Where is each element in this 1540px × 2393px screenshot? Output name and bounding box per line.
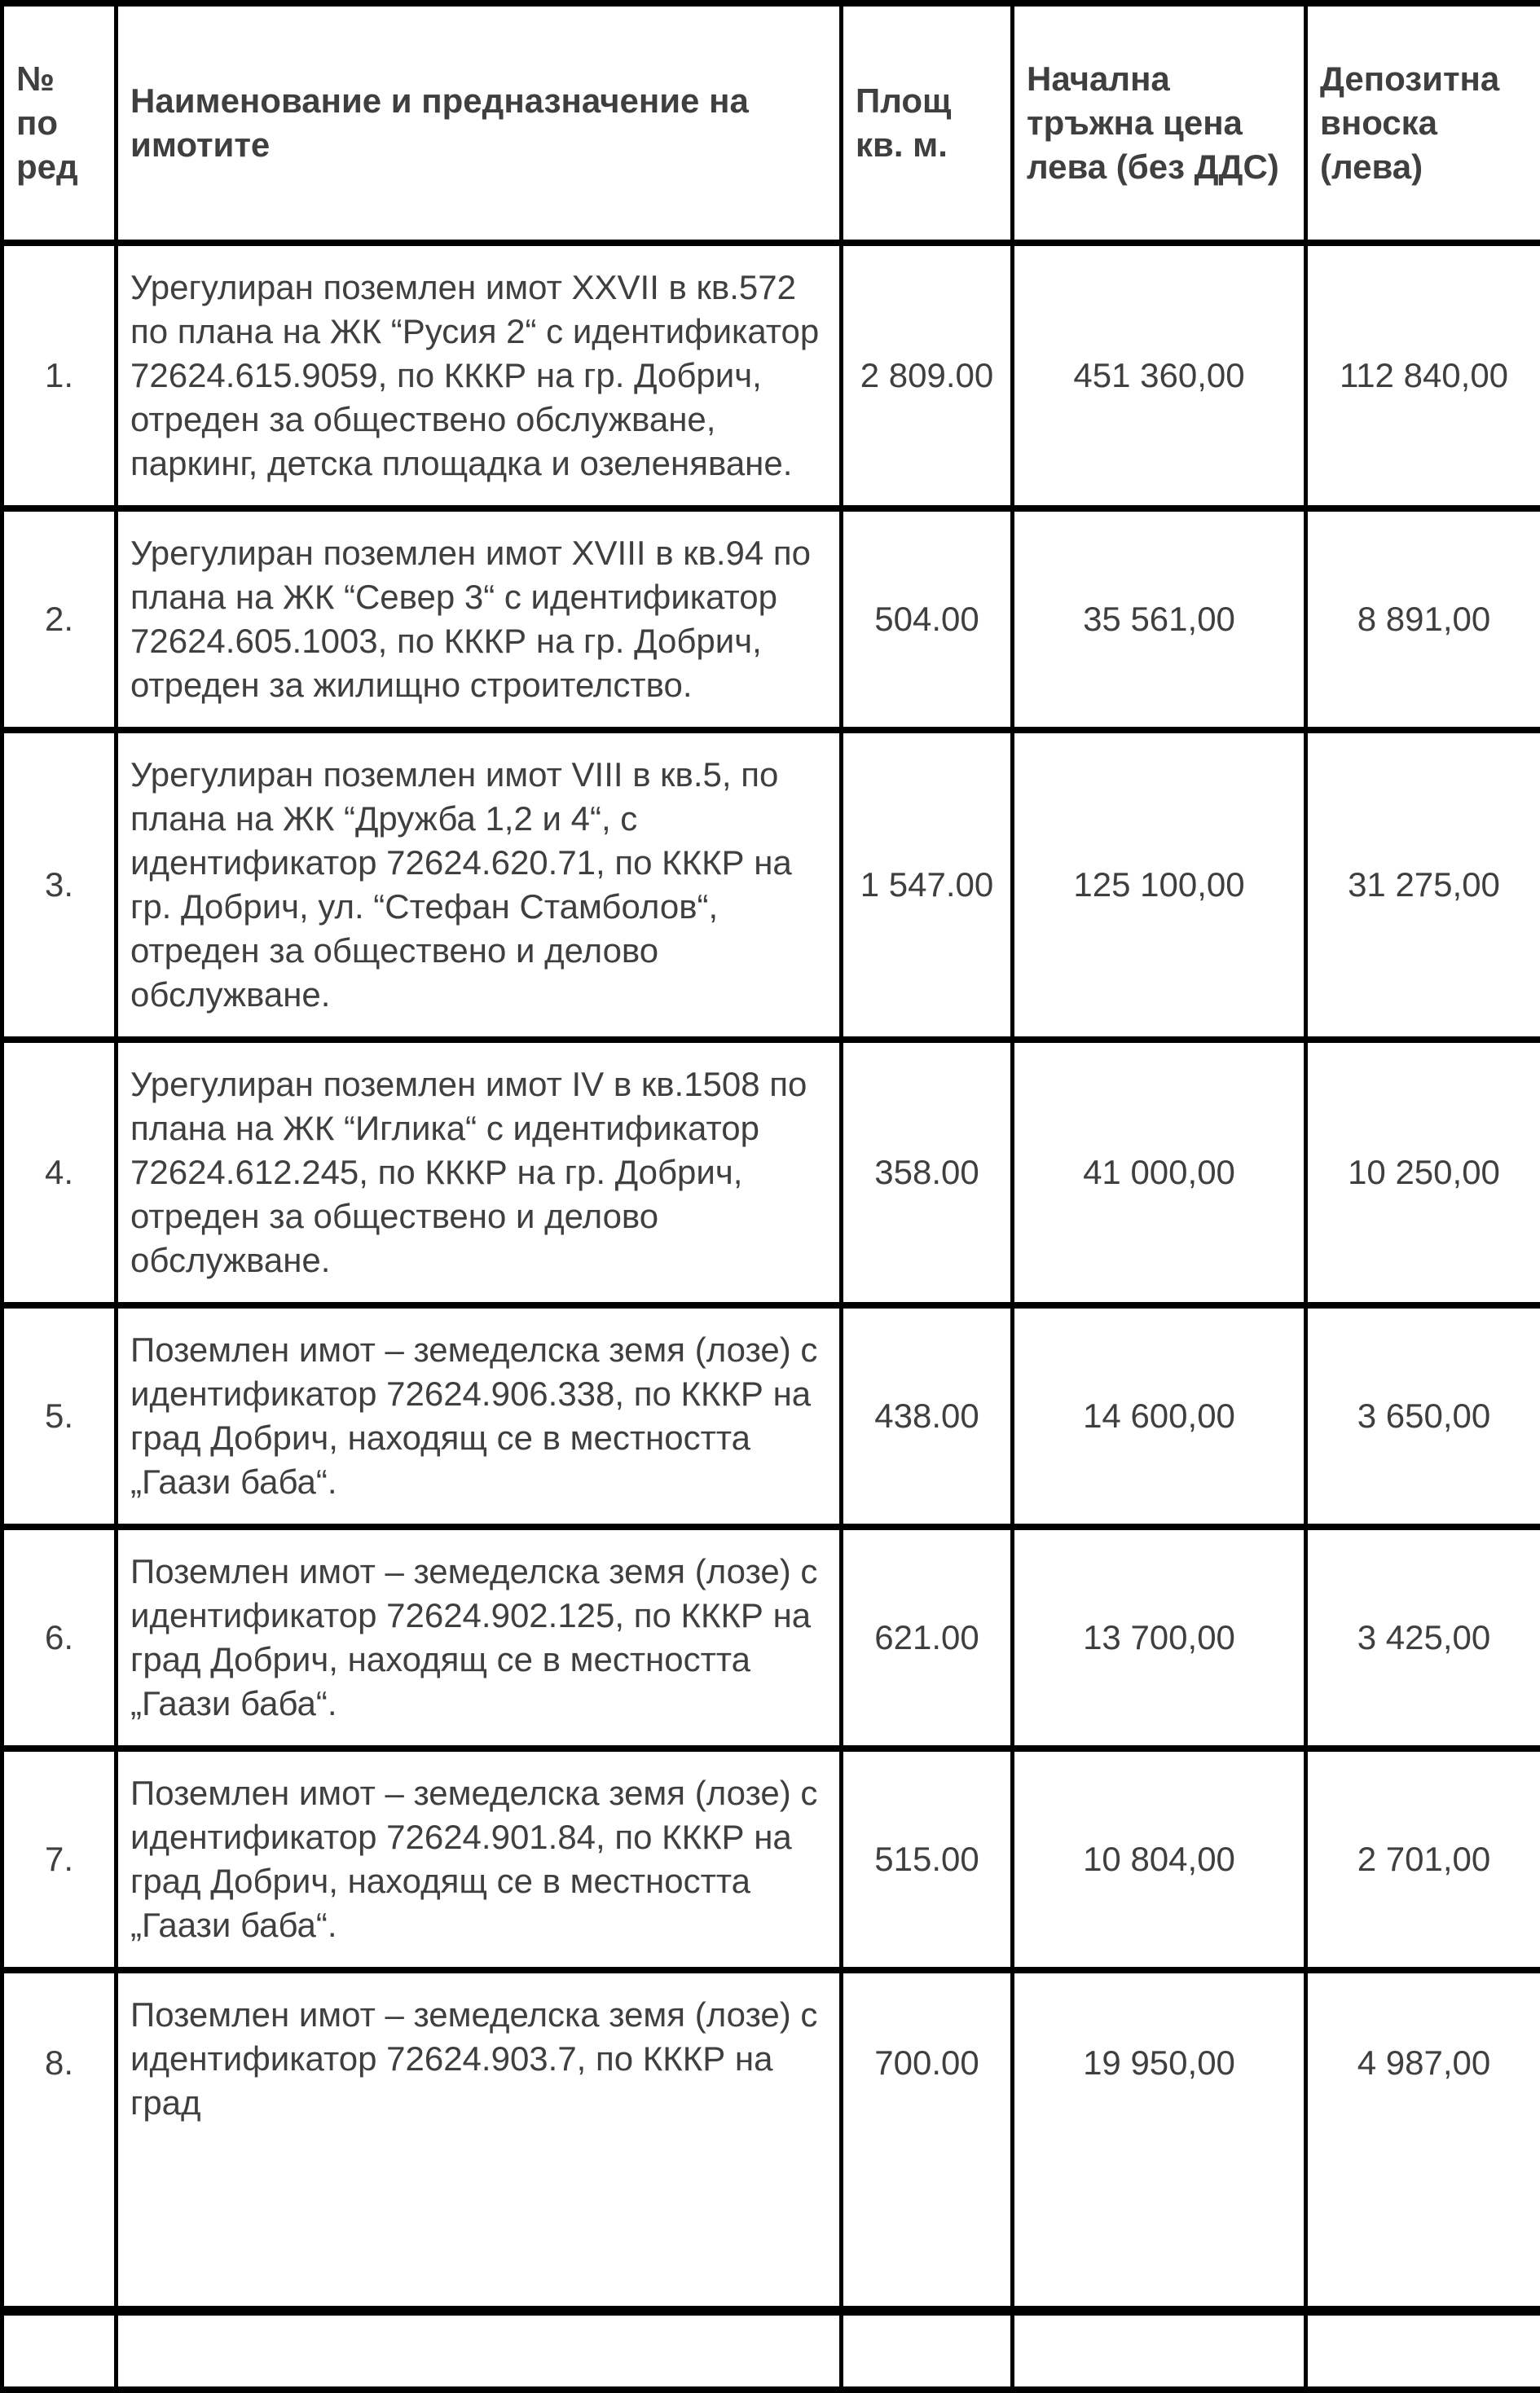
area-cell: 515.00 [842,1749,1013,1970]
area-cell: 2 809.00 [842,243,1013,508]
price-cell: 35 561,00 [1013,508,1306,730]
row-number-cell: 7. [2,1749,117,1970]
header-row-number: № по ред [2,3,117,243]
row-number-cell: 2. [2,508,117,730]
deposit-cell: 112 840,00 [1306,243,1540,508]
table-row [2,1749,1540,1970]
description-cell: Поземлен имот – земеделска земя (лозе) с идентификатор 72624.906.338, по КККР на град Добрич, находящ се в местността „Гаази баба“. [117,1305,842,1527]
price-cell: 13 700,00 [1013,1527,1306,1749]
table-row [2,730,1540,1040]
description-cell: Поземлен имот – земеделска земя (лозе) с идентификатор 72624.903.7, по КККР на град [117,1970,842,2390]
area-cell: 358.00 [842,1040,1013,1305]
deposit-cell: 3 650,00 [1306,1305,1540,1527]
area-cell: 438.00 [842,1305,1013,1527]
description-cell: Урегулиран поземлен имот XXVII в кв.572 по плана на ЖК “Русия 2“ с идентификатор 72624.615.9059, по КККР на гр. Добрич, отреден за обществено обслужване, паркинг, детска площадка и озеленяване. [117,243,842,508]
area-cell: 504.00 [842,508,1013,730]
area-cell: 621.00 [842,1527,1013,1749]
row-number-cell: 3. [2,730,117,1040]
header-area: Площ кв. м. [842,3,1013,243]
table-row [2,508,1540,730]
price-cell: 19 950,00 [1013,1970,1306,2390]
description-cell: Поземлен имот – земеделска земя (лозе) с идентификатор 72624.901.84, по КККР на град Добрич, находящ се в местността „Гаази баба“. [117,1749,842,1970]
price-cell: 41 000,00 [1013,1040,1306,1305]
deposit-cell: 4 987,00 [1306,1970,1540,2390]
table-row [2,1040,1540,1305]
row-number-cell: 1. [2,243,117,508]
row-number-cell: 4. [2,1040,117,1305]
header-deposit: Депозитна вноска (лева) [1306,3,1540,243]
row-number-cell: 5. [2,1305,117,1527]
page-bottom-cut-line [0,2306,1540,2316]
price-cell: 14 600,00 [1013,1305,1306,1527]
row-number-cell: 6. [2,1527,117,1749]
row-number-cell: 8. [2,1970,117,2390]
price-cell: 451 360,00 [1013,243,1306,508]
table-row [2,243,1540,508]
description-cell: Поземлен имот – земеделска земя (лозе) с идентификатор 72624.902.125, по КККР на град Добрич, находящ се в местността „Гаази баба“. [117,1527,842,1749]
table-row [2,1305,1540,1527]
price-cell: 10 804,00 [1013,1749,1306,1970]
table-row [2,1970,1540,2390]
table-header-row [2,3,1540,243]
deposit-cell: 10 250,00 [1306,1040,1540,1305]
header-name: Наименование и предназначение на имотите [117,3,842,243]
deposit-cell: 8 891,00 [1306,508,1540,730]
description-cell: Урегулиран поземлен имот VIII в кв.5, по плана на ЖК “Дружба 1,2 и 4“, с идентификатор 72624.620.71, по КККР на гр. Добрич, ул. “Стефан Стамболов“, отреден за обществено и делово обслужване. [117,730,842,1040]
deposit-cell: 31 275,00 [1306,730,1540,1040]
table-row [2,1527,1540,1749]
deposit-cell: 3 425,00 [1306,1527,1540,1749]
description-cell: Урегулиран поземлен имот XVIII в кв.94 по плана на ЖК “Север 3“ с идентификатор 72624.605.1003, по КККР на гр. Добрич, отреден за жилищно строителство. [117,508,842,730]
description-cell: Урегулиран поземлен имот IV в кв.1508 по плана на ЖК “Иглика“ с идентификатор 72624.612.245, по КККР на гр. Добрич, отреден за обществено и делово обслужване. [117,1040,842,1305]
header-price: Начална тръжна цена лева (без ДДС) [1013,3,1306,243]
area-cell: 700.00 [842,1970,1013,2390]
deposit-cell: 2 701,00 [1306,1749,1540,1970]
price-cell: 125 100,00 [1013,730,1306,1040]
area-cell: 1 547.00 [842,730,1013,1040]
